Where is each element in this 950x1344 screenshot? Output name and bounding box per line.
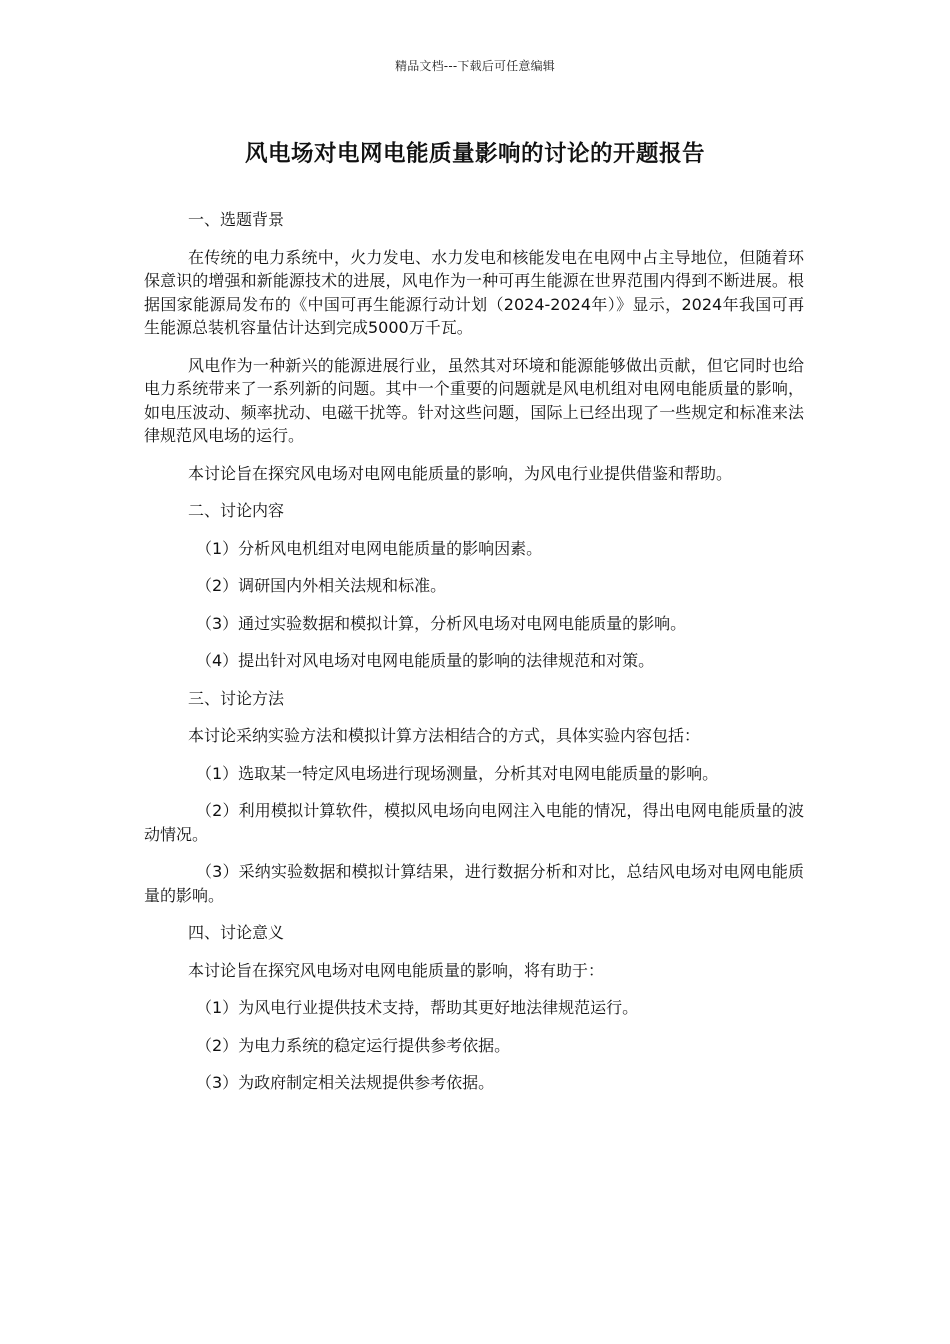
significance-item-2: （2）为电力系统的稳定运行提供参考依据。 bbox=[196, 1035, 511, 1055]
content-item-2: （2）调研国内外相关法规和标准。 bbox=[196, 576, 447, 595]
document-body bbox=[144, 208, 804, 1109]
significance-item-1: （1）为风电行业提供技术支持，帮助其更好地法律规范运行。 bbox=[196, 998, 639, 1017]
significance-item-3: （3）为政府制定相关法规提供参考依据。 bbox=[196, 1073, 495, 1092]
section-heading-method: 三、讨论方法 bbox=[188, 688, 285, 708]
section-heading-background: 一、选题背景 bbox=[188, 210, 285, 229]
method-item-1: （1）选取某一特定风电场进行现场测量，分析其对电网电能质量的影响。 bbox=[196, 763, 719, 783]
significance-intro: 本讨论旨在探究风电场对电网电能质量的影响，将有助于： bbox=[188, 960, 605, 980]
method-item-3: （3）采纳实验数据和模拟计算结果，进行数据分析和对比，总结风电场对电网电能质量的影响。 bbox=[144, 862, 804, 905]
background-paragraph-1: 在传统的电力系统中，火力发电、水力发电和核能发电在电网中占主导地位，但随着环保意识的增强和新能源技术的进展，风电作为一种可再生能源在世界范围内得到不断进展。根据国家能源局发布的《中国可再生能源行动计划（2024-2024年）》显示，2024年我国可再生能源总装机容量估计达到完成5000万千瓦。 bbox=[144, 247, 804, 337]
method-intro: 本讨论采纳实验方法和模拟计算方法相结合的方式，具体实验内容包括： bbox=[188, 726, 701, 745]
content-item-3: （3）通过实验数据和模拟计算，分析风电场对电网电能质量的影响。 bbox=[196, 613, 687, 633]
content-item-4: （4）提出针对风电场对电网电能质量的影响的法律规范和对策。 bbox=[196, 651, 655, 670]
section-heading-content: 二、讨论内容 bbox=[188, 501, 285, 520]
content-item-1: （1）分析风电机组对电网电能质量的影响因素。 bbox=[196, 538, 543, 558]
document-title: 风电场对电网电能质量影响的讨论的开题报告 bbox=[244, 141, 705, 167]
background-paragraph-3: 本讨论旨在探究风电场对电网电能质量的影响，为风电行业提供借鉴和帮助。 bbox=[188, 463, 733, 483]
background-paragraph-2: 风电作为一种新兴的能源进展行业，虽然其对环境和能源能够做出贡献，但它同时也给电力系统带来了一系列新的问题。其中一个重要的问题就是风电机组对电网电能质量的影响，如电压波动、频率扰动、电磁干扰等。针对这些问题，国际上已经出现了一些规定和标准来法律规范风电场的运行。 bbox=[144, 355, 804, 445]
method-item-2: （2）利用模拟计算软件，模拟风电场向电网注入电能的情况，得出电网电能质量的波动情况。 bbox=[144, 801, 804, 844]
page-header: 精品文档---下载后可任意编辑 bbox=[395, 59, 555, 73]
section-heading-significance: 四、讨论意义 bbox=[188, 923, 285, 942]
